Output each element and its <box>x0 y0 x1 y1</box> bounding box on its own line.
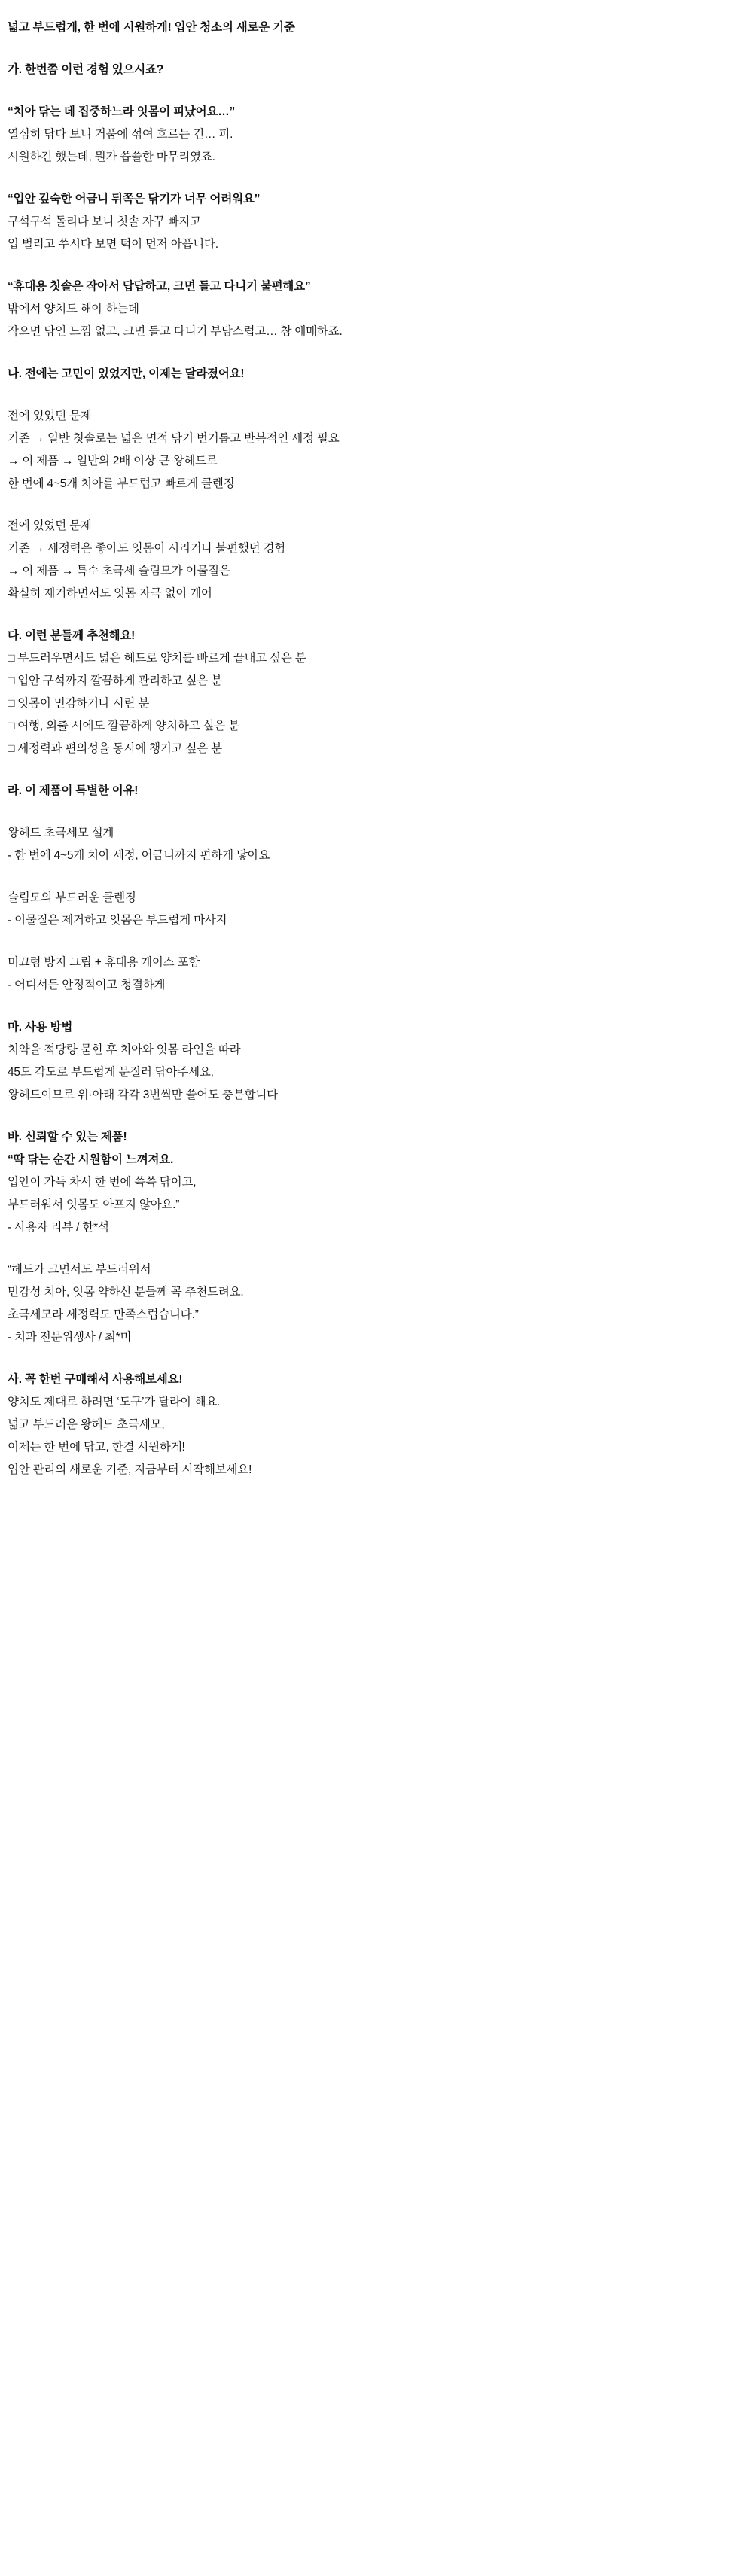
body-line: 45도 각도로 부드럽게 문질러 닦아주세요, <box>8 1066 214 1079</box>
body-line: 입안 관리의 새로운 기준, 지금부터 시작해보세요! <box>8 1463 252 1476</box>
section-heading-a: 가. 한번쯤 이런 경험 있으시죠? <box>8 63 164 76</box>
spacer <box>8 760 745 780</box>
spacer <box>8 385 745 405</box>
checklist-item: □ 잇몸이 민감하거나 시린 분 <box>8 697 150 710</box>
body-line: → 이 제품 → 특수 초극세 슬림모가 이물질은 <box>8 565 230 577</box>
text-block <box>8 1039 745 1107</box>
review-author: - 사용자 리뷰 / 한*석 <box>8 1221 109 1234</box>
spacer <box>8 867 745 887</box>
spacer <box>8 932 745 952</box>
body-line: 작으면 닦인 느낌 없고, 크면 들고 다니기 부담스럽고… 참 애매하죠. <box>8 325 343 338</box>
spacer <box>8 39 745 59</box>
feature-title: 슬림모의 부드러운 클렌징 <box>8 891 136 904</box>
section-heading-f: 바. 신뢰할 수 있는 제품! <box>8 1131 127 1143</box>
spacer <box>8 1107 745 1126</box>
section-heading-g: 사. 꼭 한번 구매해서 사용해보세요! <box>8 1373 183 1386</box>
text-block <box>8 952 745 997</box>
body-line: 입 벌리고 쑤시다 보면 턱이 먼저 아픕니다. <box>8 238 218 251</box>
body-line: 이제는 한 번에 닦고, 한결 시원하게! <box>8 1441 185 1454</box>
review-quote-line: 초극세모라 세정력도 만족스럽습니다.” <box>8 1308 199 1321</box>
review-quote-line: 부드러워서 잇몸도 아프지 않아요.” <box>8 1198 180 1211</box>
spacer <box>8 605 745 625</box>
section-heading-c: 다. 이런 분들께 추천해요! <box>8 629 136 642</box>
feature-title: 미끄럼 방지 그립 + 휴대용 케이스 포함 <box>8 956 200 969</box>
review-quote-line: 민감성 치아, 잇몸 약하신 분들께 꼭 추천드려요. <box>8 1286 244 1299</box>
spacer <box>8 997 745 1016</box>
quote-line: “입안 깊숙한 어금니 뒤쪽은 닦기가 너무 어려워요” <box>8 193 261 206</box>
review-author: - 치과 전문위생사 / 최*미 <box>8 1331 132 1344</box>
body-line: 전에 있었던 문제 <box>8 410 92 422</box>
spacer <box>8 802 745 822</box>
spacer <box>8 256 745 276</box>
text-block <box>8 1391 745 1481</box>
quote-line: “치아 닦는 데 집중하느라 잇몸이 피났어요…” <box>8 105 236 118</box>
checklist-item: □ 입안 구석까지 깔끔하게 관리하고 싶은 분 <box>8 674 222 687</box>
section-heading-b: 나. 전에는 고민이 있었지만, 이제는 달라졌어요! <box>8 367 245 380</box>
checklist-item: □ 부드러우면서도 넓은 헤드로 양치를 빠르게 끝내고 싶은 분 <box>8 652 306 665</box>
body-line: 넓고 부드러운 왕헤드 초극세모, <box>8 1418 165 1431</box>
body-line: → 이 제품 → 일반의 2배 이상 큰 왕헤드로 <box>8 455 218 467</box>
checklist-item: □ 여행, 외출 시에도 깔끔하게 양치하고 싶은 분 <box>8 720 239 732</box>
section-heading-d: 라. 이 제품이 특별한 이유! <box>8 784 139 797</box>
text-block <box>8 822 745 867</box>
feature-title: 왕헤드 초극세모 설계 <box>8 827 114 839</box>
spacer <box>8 343 745 363</box>
body-line: 왕헤드이므로 위·아래 각각 3번씩만 쓸어도 충분합니다 <box>8 1089 278 1101</box>
text-block <box>8 887 745 932</box>
body-line: 기존 → 세정력은 좋아도 잇몸이 시리거나 불편했던 경험 <box>8 542 286 555</box>
body-line: 열심히 닦다 보니 거품에 섞여 흐르는 건… 피. <box>8 128 233 141</box>
spacer <box>8 169 745 188</box>
spacer <box>8 495 745 515</box>
body-line: 치약을 적당량 묻힌 후 치아와 잇몸 라인을 따라 <box>8 1043 241 1056</box>
body-line: 한 번에 4~5개 치아를 부드럽고 빠르게 클렌징 <box>8 477 235 490</box>
checklist <box>8 647 745 760</box>
feature-desc: - 한 번에 4~5개 치아 세정, 어금니까지 편하게 닿아요 <box>8 849 270 862</box>
text-block <box>8 515 745 605</box>
review-quote-line: 입안이 가득 차서 한 번에 쓱쓱 닦이고, <box>8 1176 197 1189</box>
review-block <box>8 1259 745 1349</box>
spacer <box>8 81 745 101</box>
review-quote-line: “딱 닦는 순간 시원함이 느껴져요. <box>8 1153 174 1166</box>
spacer <box>8 1349 745 1369</box>
body-line: 구석구석 돌리다 보니 칫솔 자꾸 빠지고 <box>8 215 201 228</box>
checklist-item: □ 세정력과 편의성을 동시에 챙기고 싶은 분 <box>8 742 222 755</box>
section-heading-e: 마. 사용 방법 <box>8 1021 73 1034</box>
text-block <box>8 276 745 343</box>
body-line: 확실히 제거하면서도 잇몸 자극 없이 케어 <box>8 587 212 600</box>
feature-desc: - 어디서든 안정적이고 청결하게 <box>8 979 166 991</box>
text-block <box>8 101 745 169</box>
text-block <box>8 188 745 256</box>
text-block <box>8 405 745 495</box>
feature-desc: - 이물질은 제거하고 잇몸은 부드럽게 마사지 <box>8 914 227 927</box>
body-line: 밖에서 양치도 해야 하는데 <box>8 303 139 315</box>
review-quote-line: “헤드가 크면서도 부드러워서 <box>8 1263 151 1276</box>
body-line: 양치도 제대로 하려면 ‘도구’가 달라야 해요. <box>8 1396 221 1408</box>
review-block <box>8 1149 745 1239</box>
body-line: 기존 → 일반 칫솔로는 넓은 면적 닦기 번거롭고 반복적인 세정 필요 <box>8 432 340 445</box>
document-headline: 넓고 부드럽게, 한 번에 시원하게! 입안 청소의 새로운 기준 <box>8 21 295 34</box>
quote-line: “휴대용 칫솔은 작아서 답답하고, 크면 들고 다니기 불편해요” <box>8 280 311 293</box>
body-line: 전에 있었던 문제 <box>8 519 92 532</box>
spacer <box>8 1239 745 1259</box>
body-line: 시원하긴 했는데, 뭔가 씁쓸한 마무리였죠. <box>8 151 215 163</box>
